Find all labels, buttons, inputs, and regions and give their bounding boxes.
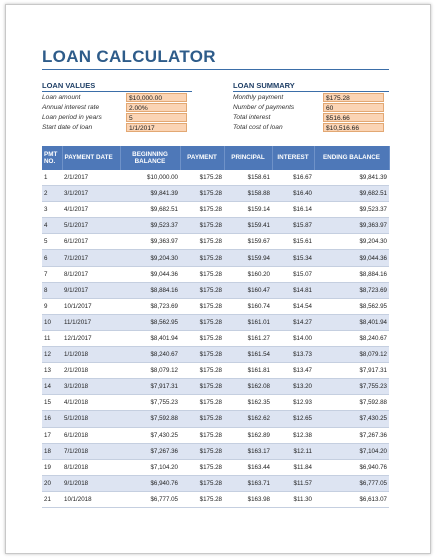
payment-cell[interactable]: $175.28 [180,330,224,346]
table-row [42,282,389,298]
number-of-payments-row [233,103,384,112]
loan-period-input[interactable]: 5 [126,113,187,122]
loan-amount-row [42,93,187,102]
ending-balance-cell[interactable]: $6,777.05 [314,475,389,491]
payment-cell[interactable]: $175.28 [180,218,224,234]
payment-date-cell[interactable]: 4/1/2018 [62,395,120,411]
principal-cell[interactable]: $161.54 [224,347,272,363]
payment-cell[interactable]: $175.28 [180,459,224,475]
ending-balance-cell[interactable]: $9,363.97 [314,218,389,234]
ending-balance-cell[interactable]: $8,240.67 [314,330,389,346]
pmt-no-cell[interactable]: 1 [42,170,62,186]
table-row [42,475,389,491]
principal-cell[interactable]: $160.74 [224,298,272,314]
payment-date-cell[interactable]: 8/1/2017 [62,266,120,282]
beginning-balance-cell[interactable]: $8,884.16 [120,282,180,298]
ending-balance-cell[interactable]: $8,401.94 [314,314,389,330]
interest-rate-label: Annual interest rate [42,104,100,111]
number-of-payments-label: Number of payments [233,104,295,111]
pmt-no-cell[interactable]: 8 [42,282,62,298]
pmt-no-cell[interactable]: 19 [42,459,62,475]
loan-summary-heading: LOAN SUMMARY [233,81,295,90]
interest-cell[interactable]: $12.11 [272,443,314,459]
interest-cell[interactable]: $14.81 [272,282,314,298]
interest-cell[interactable]: $11.84 [272,459,314,475]
monthly-payment-value: $175.28 [323,93,384,102]
ending-balance-cell[interactable]: $7,430.25 [314,411,389,427]
interest-cell[interactable]: $14.27 [272,314,314,330]
pmt-no-cell[interactable]: 18 [42,443,62,459]
total-interest-label: Total interest [233,114,271,121]
payment-cell[interactable]: $175.28 [180,347,224,363]
table-row [42,459,389,475]
header-principal: PRINCIPAL [224,146,272,170]
ending-balance-cell[interactable]: $9,682.51 [314,186,389,202]
table-row [42,202,389,218]
payment-date-cell[interactable]: 5/1/2017 [62,218,120,234]
interest-cell[interactable]: $15.07 [272,266,314,282]
pmt-no-cell[interactable]: 10 [42,314,62,330]
table-row [42,443,389,459]
principal-cell[interactable]: $159.14 [224,202,272,218]
payment-date-cell[interactable]: 9/1/2017 [62,282,120,298]
payment-date-cell[interactable]: 2/1/2018 [62,363,120,379]
payment-cell[interactable]: $175.28 [180,186,224,202]
beginning-balance-cell[interactable]: $10,000.00 [120,170,180,186]
interest-cell[interactable]: $15.61 [272,234,314,250]
table-row [42,411,389,427]
beginning-balance-cell[interactable]: $7,104.20 [120,459,180,475]
principal-cell[interactable]: $162.62 [224,411,272,427]
principal-cell[interactable]: $160.20 [224,266,272,282]
spreadsheet-page [5,4,431,554]
ending-balance-cell[interactable]: $9,044.36 [314,250,389,266]
interest-cell[interactable]: $11.57 [272,475,314,491]
pmt-no-cell[interactable]: 6 [42,250,62,266]
payment-cell[interactable]: $175.28 [180,314,224,330]
total-cost-row [233,123,384,132]
payment-date-cell[interactable]: 10/1/2017 [62,298,120,314]
ending-balance-cell[interactable]: $9,204.30 [314,234,389,250]
beginning-balance-cell[interactable]: $8,723.69 [120,298,180,314]
principal-cell[interactable]: $163.71 [224,475,272,491]
ending-balance-cell[interactable]: $8,079.12 [314,347,389,363]
interest-cell[interactable]: $12.65 [272,411,314,427]
loan-amount-label: Loan amount [42,94,81,101]
table-row [42,234,389,250]
payment-date-cell[interactable]: 10/1/2018 [62,491,120,507]
monthly-payment-label: Monthly payment [233,94,284,101]
ending-balance-cell[interactable]: $7,267.36 [314,427,389,443]
ending-balance-cell[interactable]: $6,940.76 [314,459,389,475]
interest-cell[interactable]: $15.87 [272,218,314,234]
interest-cell[interactable]: $16.14 [272,202,314,218]
loan-period-label: Loan period in years [42,114,102,121]
payment-date-cell[interactable]: 1/1/2018 [62,347,120,363]
ending-balance-cell[interactable]: $7,592.88 [314,395,389,411]
payment-cell[interactable]: $175.28 [180,298,224,314]
header-beginning-balance: BEGINNING BALANCE [120,146,180,170]
amortization-body [42,170,389,507]
table-row [42,379,389,395]
beginning-balance-cell[interactable]: $8,240.67 [120,347,180,363]
interest-rate-row [42,103,187,112]
header-payment-date: PAYMENT DATE [62,146,120,170]
payment-cell[interactable]: $175.28 [180,234,224,250]
ending-balance-cell[interactable]: $9,841.39 [314,170,389,186]
pmt-no-cell[interactable]: 16 [42,411,62,427]
ending-balance-cell[interactable]: $9,523.37 [314,202,389,218]
total-cost-label: Total cost of loan [233,124,283,131]
principal-cell[interactable]: $160.47 [224,282,272,298]
total-interest-value: $516.66 [323,113,384,122]
beginning-balance-cell[interactable]: $6,940.76 [120,475,180,491]
table-row [42,330,389,346]
amortization-table [42,146,390,508]
interest-cell[interactable]: $13.20 [272,379,314,395]
payment-date-cell[interactable]: 2/1/2017 [62,170,120,186]
page-title: LOAN CALCULATOR [42,47,216,66]
loan-summary-divider [233,91,389,92]
interest-cell[interactable]: $15.34 [272,250,314,266]
table-row [42,170,389,186]
loan-period-row [42,113,187,122]
beginning-balance-cell[interactable]: $7,755.23 [120,395,180,411]
payment-date-cell[interactable]: 7/1/2017 [62,250,120,266]
total-interest-row [233,113,384,122]
interest-cell[interactable]: $13.73 [272,347,314,363]
table-row [42,347,389,363]
beginning-balance-cell[interactable]: $7,592.88 [120,411,180,427]
principal-cell[interactable]: $159.41 [224,218,272,234]
monthly-payment-row [233,93,384,102]
pmt-no-cell[interactable]: 20 [42,475,62,491]
start-date-row [42,123,187,132]
payment-cell[interactable]: $175.28 [180,363,224,379]
total-cost-value: $10,516.66 [323,123,384,132]
ending-balance-cell[interactable]: $6,613.07 [314,491,389,507]
pmt-no-cell[interactable]: 7 [42,266,62,282]
table-row [42,427,389,443]
table-row [42,395,389,411]
beginning-balance-cell[interactable]: $9,841.39 [120,186,180,202]
title-divider [42,69,389,70]
payment-cell[interactable]: $175.28 [180,170,224,186]
table-header-row [42,146,389,170]
interest-cell[interactable]: $14.00 [272,330,314,346]
pmt-no-cell[interactable]: 2 [42,186,62,202]
interest-cell[interactable]: $12.93 [272,395,314,411]
pmt-no-cell[interactable]: 17 [42,427,62,443]
beginning-balance-cell[interactable]: $7,917.31 [120,379,180,395]
payment-cell[interactable]: $175.28 [180,443,224,459]
principal-cell[interactable]: $163.44 [224,459,272,475]
loan-values-divider [42,91,192,92]
payment-date-cell[interactable]: 11/1/2017 [62,314,120,330]
payment-date-cell[interactable]: 3/1/2017 [62,186,120,202]
pmt-no-cell[interactable]: 9 [42,298,62,314]
pmt-no-cell[interactable]: 12 [42,347,62,363]
table-row [42,266,389,282]
payment-cell[interactable]: $175.28 [180,491,224,507]
pmt-no-cell[interactable]: 3 [42,202,62,218]
header-pmt-no: PMT NO. [42,146,62,170]
principal-cell[interactable]: $163.17 [224,443,272,459]
pmt-no-cell[interactable]: 4 [42,218,62,234]
table-row [42,250,389,266]
header-payment: PAYMENT [180,146,224,170]
principal-cell[interactable]: $163.98 [224,491,272,507]
table-row [42,491,389,507]
payment-cell[interactable]: $175.28 [180,202,224,218]
beginning-balance-cell[interactable]: $9,044.36 [120,266,180,282]
ending-balance-cell[interactable]: $7,917.31 [314,363,389,379]
pmt-no-cell[interactable]: 13 [42,363,62,379]
payment-cell[interactable]: $175.28 [180,395,224,411]
interest-cell[interactable]: $14.54 [272,298,314,314]
payment-date-cell[interactable]: 8/1/2018 [62,459,120,475]
interest-rate-input[interactable]: 2.00% [126,103,187,112]
principal-cell[interactable]: $162.35 [224,395,272,411]
payment-cell[interactable]: $175.28 [180,411,224,427]
number-of-payments-value: 60 [323,103,384,112]
beginning-balance-cell[interactable]: $8,079.12 [120,363,180,379]
payment-cell[interactable]: $175.28 [180,250,224,266]
interest-cell[interactable]: $13.47 [272,363,314,379]
interest-cell[interactable]: $12.38 [272,427,314,443]
ending-balance-cell[interactable]: $8,562.95 [314,298,389,314]
payment-cell[interactable]: $175.28 [180,475,224,491]
table-row [42,298,389,314]
table-row [42,363,389,379]
payment-date-cell[interactable]: 5/1/2018 [62,411,120,427]
principal-cell[interactable]: $159.67 [224,234,272,250]
start-date-label: Start date of loan [42,124,93,131]
table-row [42,186,389,202]
pmt-no-cell[interactable]: 5 [42,234,62,250]
beginning-balance-cell[interactable]: $6,777.05 [120,491,180,507]
beginning-balance-cell[interactable]: $8,401.94 [120,330,180,346]
payment-date-cell[interactable]: 9/1/2018 [62,475,120,491]
payment-cell[interactable]: $175.28 [180,379,224,395]
interest-cell[interactable]: $16.67 [272,170,314,186]
ending-balance-cell[interactable]: $8,723.69 [314,282,389,298]
principal-cell[interactable]: $161.01 [224,314,272,330]
ending-balance-cell[interactable]: $7,755.23 [314,379,389,395]
payment-cell[interactable]: $175.28 [180,282,224,298]
beginning-balance-cell[interactable]: $9,204.30 [120,250,180,266]
beginning-balance-cell[interactable]: $7,267.36 [120,443,180,459]
payment-cell[interactable]: $175.28 [180,427,224,443]
pmt-no-cell[interactable]: 14 [42,379,62,395]
table-row [42,218,389,234]
interest-cell[interactable]: $16.40 [272,186,314,202]
loan-values-heading: LOAN VALUES [42,81,96,90]
principal-cell[interactable]: $161.81 [224,363,272,379]
principal-cell[interactable]: $158.88 [224,186,272,202]
principal-cell[interactable]: $162.89 [224,427,272,443]
payment-date-cell[interactable]: 6/1/2018 [62,427,120,443]
payment-date-cell[interactable]: 12/1/2017 [62,330,120,346]
payment-date-cell[interactable]: 6/1/2017 [62,234,120,250]
pmt-no-cell[interactable]: 21 [42,491,62,507]
principal-cell[interactable]: $158.61 [224,170,272,186]
table-row [42,314,389,330]
interest-cell[interactable]: $11.30 [272,491,314,507]
beginning-balance-cell[interactable]: $7,430.25 [120,427,180,443]
start-date-input[interactable]: 1/1/2017 [126,123,187,132]
pmt-no-cell[interactable]: 15 [42,395,62,411]
principal-cell[interactable]: $162.08 [224,379,272,395]
beginning-balance-cell[interactable]: $9,523.37 [120,218,180,234]
pmt-no-cell[interactable]: 11 [42,330,62,346]
beginning-balance-cell[interactable]: $8,562.95 [120,314,180,330]
payment-date-cell[interactable]: 7/1/2018 [62,443,120,459]
beginning-balance-cell[interactable]: $9,363.97 [120,234,180,250]
payment-cell[interactable]: $175.28 [180,266,224,282]
loan-amount-input[interactable]: $10,000.00 [126,93,187,102]
payment-date-cell[interactable]: 3/1/2018 [62,379,120,395]
beginning-balance-cell[interactable]: $9,682.51 [120,202,180,218]
header-ending-balance: ENDING BALANCE [314,146,389,170]
header-interest: INTEREST [272,146,314,170]
ending-balance-cell[interactable]: $8,884.16 [314,266,389,282]
ending-balance-cell[interactable]: $7,104.20 [314,443,389,459]
principal-cell[interactable]: $161.27 [224,330,272,346]
payment-date-cell[interactable]: 4/1/2017 [62,202,120,218]
principal-cell[interactable]: $159.94 [224,250,272,266]
